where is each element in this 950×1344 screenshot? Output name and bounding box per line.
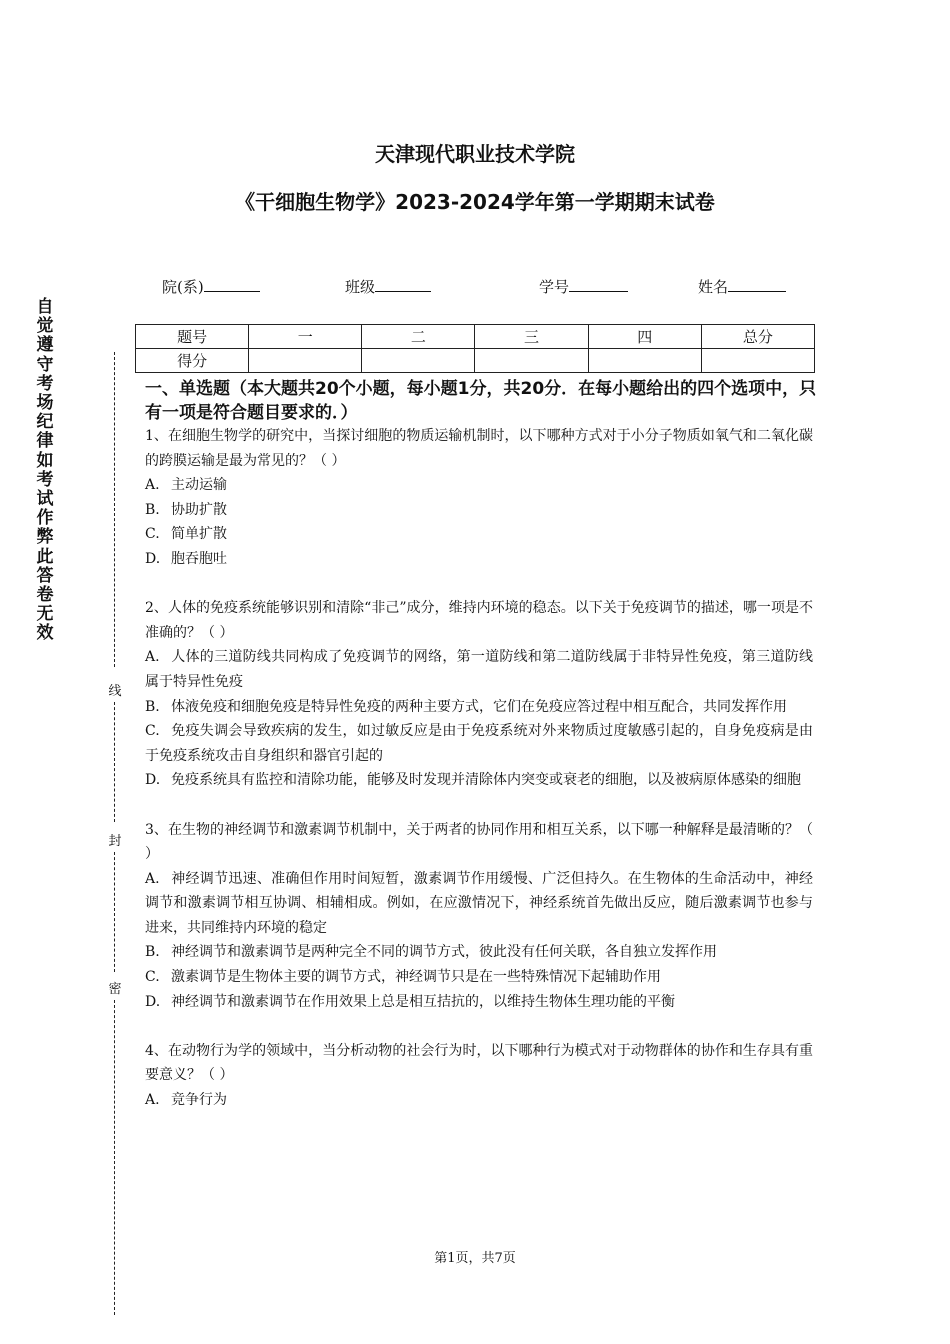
cut-line-segment [114,852,115,972]
student-id-blank [569,276,628,292]
option-text: 人体的三道防线共同构成了免疫调节的网络，第一道防线和第二道防线属于非特异性免疫，第三道防线属于特异性免疫 [145,649,813,690]
option-letter: C. [145,723,160,740]
cut-mark-secret: 密 [107,978,123,997]
cut-line-segment [114,352,115,667]
option-letter: C. [145,969,160,986]
option-text: 竞争行为 [171,1092,227,1109]
option-a [145,645,813,694]
score-header-cell: 二 [362,325,475,349]
score-cell [701,349,814,373]
option-letter: A. [145,1092,160,1109]
page-footer: 第1页，共7页 [434,1251,516,1266]
option-c [145,719,813,768]
section-heading: 一、单选题（本大题共20个小题，每小题1分，共20分．在每小题给出的四个选项中，只有一项是符合题目要求的．） [145,379,817,423]
option-letter: A. [145,477,160,494]
option-d [145,990,813,1015]
class-blank [375,276,431,292]
name-blank [728,276,786,292]
option-letter: C. [145,526,160,543]
option-c [145,522,813,547]
score-cell [249,349,362,373]
student-id-label: 学号 [539,278,570,296]
option-d [145,547,813,572]
option-b [145,940,813,965]
exam-title: 《干细胞生物学》2023-2024学年第一学期期末试卷 [235,190,715,214]
class-label: 班级 [345,278,376,296]
student-id-field [539,276,628,297]
option-c [145,965,813,990]
option-d [145,768,813,793]
option-text: 神经调节和激素调节是两种完全不同的调节方式，彼此没有任何关联，各自独立发挥作用 [171,944,717,961]
question-list [145,424,813,1137]
option-text: 神经调节和激素调节在作用效果上总是相互拮抗的，以维持生物体生理功能的平衡 [171,993,675,1010]
score-table-score-row [136,349,815,373]
class-field [345,276,431,297]
option-text: 神经调节迅速、准确但作用时间短暂，激素调节作用缓慢、广泛但持久。在生物体的生命活动中，神经调节和激素调节相互协调、相辅相成。例如，在应激情况下，神经系统首先做出反应，随后激素调节也参与进来，共同维持内环境的稳定 [145,870,813,936]
name-label: 姓名 [698,278,729,296]
option-text: 免疫失调会导致疾病的发生，如过敏反应是由于免疫系统对外来物质过度敏感引起的，自身免疫病是由于免疫系统攻击自身组织和器官引起的 [145,723,813,764]
option-letter: D. [145,550,161,567]
option-letter: B. [145,944,160,961]
option-text: 主动运输 [171,477,227,494]
question-stem: 2、人体的免疫系统能够识别和清除“非己”成分，维持内环境的稳态。以下关于免疫调节的描述，哪一项是不准确的？（ ） [145,600,813,641]
option-letter: A. [145,649,160,666]
question-stem: 1、在细胞生物学的研究中，当探讨细胞的物质运输机制时，以下哪种方式对于小分子物质如氧气和二氧化碳的跨膜运输是最为常见的？（ ） [145,428,813,469]
score-header-cell: 总分 [701,325,814,349]
question-stem: 3、在生物的神经调节和激素调节机制中，关于两者的协同作用和相互关系，以下哪一种解释是最清晰的？（ ） [145,821,813,863]
score-row-label: 得分 [136,349,249,373]
option-letter: B. [145,698,160,715]
question-1 [145,424,813,572]
department-blank [204,276,260,292]
cut-mark-seal: 封 [107,830,123,849]
cut-line-segment [114,702,115,822]
question-2 [145,596,813,793]
score-cell [362,349,475,373]
school-title: 天津现代职业技术学院 [375,142,575,166]
score-cell [475,349,588,373]
department-label: 院(系) [162,278,204,296]
option-b [145,695,813,720]
department-field [162,276,260,297]
option-a [145,867,813,941]
option-letter: A. [145,870,160,887]
score-table [135,324,815,373]
score-table-header-row [136,325,815,349]
option-a [145,1088,813,1113]
question-3 [145,818,813,1015]
option-letter: D. [145,993,161,1010]
option-text: 简单扩散 [171,526,227,543]
cut-line-segment [114,1000,115,1315]
side-notice: 自觉遵守考场纪律如考试作弊此答卷无效 [36,297,54,644]
name-field [698,276,786,297]
question-4 [145,1039,813,1113]
option-a [145,473,813,498]
score-header-cell: 四 [588,325,701,349]
question-stem: 4、在动物行为学的领域中，当分析动物的社会行为时，以下哪种行为模式对于动物群体的协作和生存具有重要意义？（ ） [145,1042,813,1084]
score-header-cell: 三 [475,325,588,349]
option-text: 体液免疫和细胞免疫是特异性免疫的两种主要方式，它们在免疫应答过程中相互配合，共同发挥作用 [171,698,787,715]
cut-mark-line: 线 [107,680,123,699]
score-cell [588,349,701,373]
option-text: 激素调节是生物体主要的调节方式，神经调节只是在一些特殊情况下起辅助作用 [171,969,661,986]
option-text: 胞吞胞吐 [171,550,227,567]
option-letter: B. [145,501,160,518]
option-b [145,498,813,523]
option-text: 协助扩散 [171,501,227,518]
score-header-cell: 一 [249,325,362,349]
option-letter: D. [145,772,161,789]
score-header-cell: 题号 [136,325,249,349]
option-text: 免疫系统具有监控和清除功能，能够及时发现并清除体内突变或衰老的细胞，以及被病原体感染的细胞 [171,772,801,789]
